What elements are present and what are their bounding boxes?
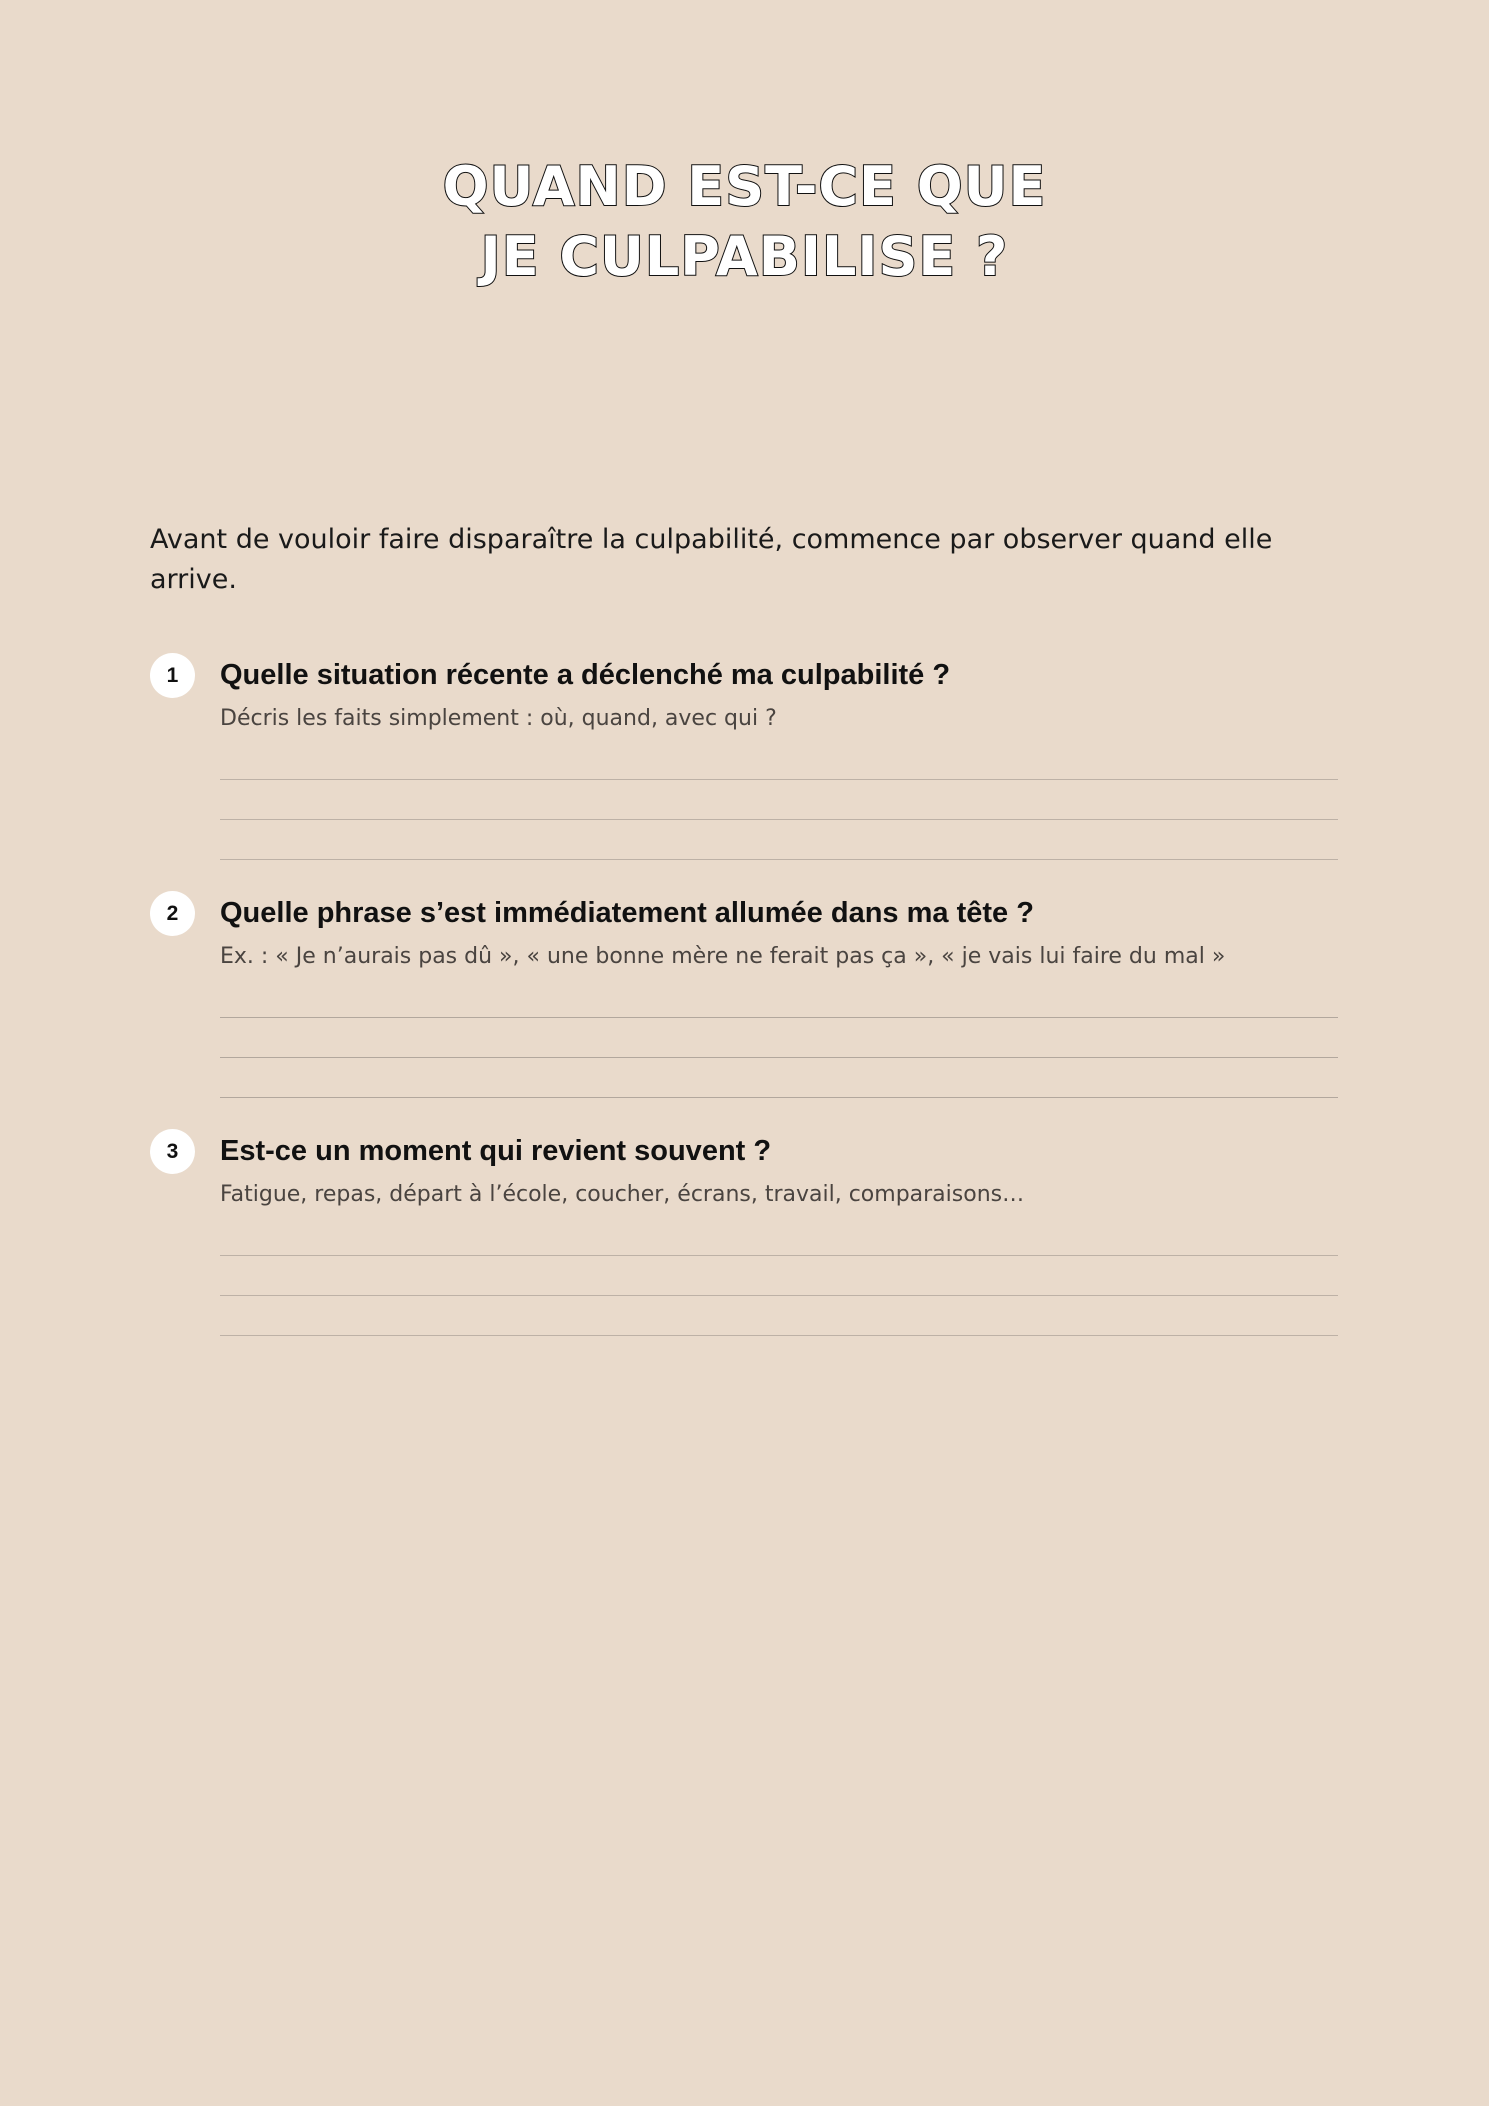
question-title: Quelle phrase s’est immédiatement allumée dans ma tête ?: [220, 897, 1034, 929]
question-hint: Fatigue, repas, départ à l’école, coucher, écrans, travail, comparaisons…: [220, 1182, 1025, 1207]
question-hint: Décris les faits simplement : où, quand, avec qui ?: [220, 706, 777, 731]
answer-line[interactable]: [220, 1335, 1338, 1336]
answer-line[interactable]: [220, 1255, 1338, 1256]
answer-line[interactable]: [220, 859, 1338, 860]
question-number-badge: 3: [150, 1129, 195, 1174]
page-title: [0, 152, 1489, 292]
answer-line[interactable]: [220, 1097, 1338, 1098]
answer-line[interactable]: [220, 1057, 1338, 1058]
intro-text: Avant de vouloir faire disparaître la culpabilité, commence par observer quand elle arrive.: [150, 524, 1273, 595]
answer-line[interactable]: [220, 1017, 1338, 1018]
question-title: Est-ce un moment qui revient souvent ?: [220, 1135, 772, 1167]
answer-line[interactable]: [220, 819, 1338, 820]
page-title-line-1: QUAND EST-CE QUE: [442, 155, 1047, 218]
question-number-badge: 2: [150, 891, 195, 936]
answer-line[interactable]: [220, 779, 1338, 780]
page-title-line-2: JE CULPABILISE ?: [480, 225, 1009, 288]
answer-line[interactable]: [220, 1295, 1338, 1296]
question-number-badge: 1: [150, 653, 195, 698]
question-title: Quelle situation récente a déclenché ma culpabilité ?: [220, 659, 951, 691]
question-hint: Ex. : « Je n’aurais pas dû », « une bonne mère ne ferait pas ça », « je vais lui faire du mal »: [220, 944, 1226, 969]
